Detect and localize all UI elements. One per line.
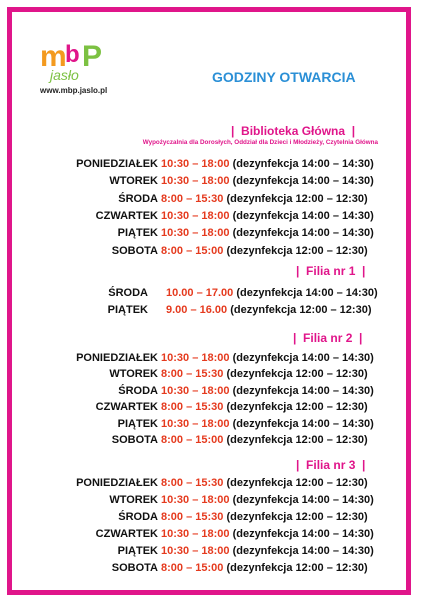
hours-group [161, 193, 368, 205]
page-title: GODZINY OTWARCIA [212, 69, 356, 85]
schedule-row [0, 418, 400, 434]
hours-group [166, 304, 371, 316]
hours-group [161, 528, 374, 540]
day-label: CZWARTEK [95, 401, 158, 413]
opening-hours: 10.00 – 17.00 [166, 287, 234, 299]
disinfection-note: (dezynfekcja 12:00 – 12:30) [226, 562, 368, 574]
opening-hours: 8:00 – 15:30 [161, 477, 224, 489]
opening-hours: 8:00 – 15:30 [161, 401, 224, 413]
schedule-row [0, 304, 400, 320]
hours-group [161, 245, 368, 257]
day-label: CZWARTEK [95, 210, 158, 222]
disinfection-note: (dezynfekcja 12:00 – 12:30) [226, 193, 368, 205]
schedule-row [0, 210, 400, 226]
schedule-row [0, 368, 400, 384]
schedule-row [0, 352, 400, 368]
opening-hours: 8:00 – 15:30 [161, 193, 224, 205]
disinfection-note: (dezynfekcja 14:00 – 14:30) [232, 158, 374, 170]
svg-text:jasło: jasło [50, 67, 79, 83]
day-label: SOBOTA [111, 434, 158, 446]
section-heading: | Filia nr 1 | [296, 264, 366, 278]
hours-group [161, 545, 374, 557]
schedule-row [0, 193, 400, 209]
opening-hours: 10:30 – 18:00 [161, 418, 230, 430]
schedule-row [0, 245, 400, 261]
disinfection-note: (dezynfekcja 14:00 – 14:30) [232, 352, 374, 364]
disinfection-note: (dezynfekcja 12:00 – 12:30) [226, 245, 368, 257]
section-heading: | Filia nr 3 | [296, 458, 366, 472]
day-label: SOBOTA [111, 245, 158, 257]
schedule-row [0, 227, 400, 243]
disinfection-note: (dezynfekcja 12:00 – 12:30) [226, 368, 368, 380]
disinfection-note: (dezynfekcja 14:00 – 14:30) [232, 210, 374, 222]
section-heading: | Biblioteka Główna | [231, 124, 356, 138]
day-label: PONIEDZIAŁEK [76, 477, 158, 489]
disinfection-note: (dezynfekcja 14:00 – 14:30) [232, 545, 374, 557]
schedule-row [0, 477, 400, 493]
hours-group [161, 158, 374, 170]
hours-group [161, 562, 368, 574]
day-label: PONIEDZIAŁEK [76, 158, 158, 170]
opening-hours: 10:30 – 18:00 [161, 545, 230, 557]
schedule-row [0, 175, 400, 191]
day-label: PIĄTEK [117, 418, 158, 430]
opening-hours: 10:30 – 18:00 [161, 385, 230, 397]
hours-group [161, 227, 374, 239]
disinfection-note: (dezynfekcja 14:00 – 14:30) [232, 175, 374, 187]
opening-hours: 8:00 – 15:30 [161, 368, 224, 380]
day-label: CZWARTEK [95, 528, 158, 540]
disinfection-note: (dezynfekcja 12:00 – 12:30) [230, 304, 372, 316]
day-label: SOBOTA [111, 562, 158, 574]
opening-hours: 10:30 – 18:00 [161, 352, 230, 364]
section-subheading: Wypożyczalnia dla Dorosłych, Oddział dla Dzieci i Młodzieży, Czytelnia Główna [142, 139, 378, 146]
day-label: PIĄTEK [117, 227, 158, 239]
schedule-row [0, 528, 400, 544]
hours-group [161, 352, 374, 364]
schedule-row [0, 385, 400, 401]
day-label: WTOREK [109, 368, 158, 380]
hours-group [161, 477, 368, 489]
day-label: WTOREK [109, 175, 158, 187]
hours-group [161, 401, 368, 413]
opening-hours: 10:30 – 18:00 [161, 227, 230, 239]
hours-group [161, 434, 368, 446]
hours-group [161, 368, 368, 380]
schedule-row [0, 562, 400, 578]
svg-text:P: P [82, 40, 103, 73]
opening-hours: 8:00 – 15:30 [161, 511, 224, 523]
day-label: ŚRODA [118, 511, 158, 523]
schedule-row [0, 158, 400, 174]
opening-hours: 10:30 – 18:00 [161, 175, 230, 187]
disinfection-note: (dezynfekcja 14:00 – 14:30) [232, 385, 374, 397]
schedule-row [0, 511, 400, 527]
hours-group [161, 175, 374, 187]
opening-hours: 10:30 – 18:00 [161, 528, 230, 540]
disinfection-note: (dezynfekcja 14:00 – 14:30) [236, 287, 378, 299]
opening-hours: 8:00 – 15:00 [161, 562, 224, 574]
opening-hours: 8:00 – 15:00 [161, 245, 224, 257]
schedule-row [0, 494, 400, 510]
schedule-row [0, 434, 400, 450]
svg-text:m: m [40, 40, 67, 73]
website-url[interactable]: www.mbp.jaslo.pl [40, 86, 108, 95]
hours-group [161, 494, 374, 506]
svg-text:b: b [65, 41, 80, 68]
disinfection-note: (dezynfekcja 12:00 – 12:30) [226, 401, 368, 413]
disinfection-note: (dezynfekcja 14:00 – 14:30) [232, 494, 374, 506]
opening-hours: 9.00 – 16.00 [166, 304, 228, 316]
opening-hours: 8:00 – 15:00 [161, 434, 224, 446]
opening-hours: 10:30 – 18:00 [161, 494, 230, 506]
disinfection-note: (dezynfekcja 14:00 – 14:30) [232, 528, 374, 540]
day-label: WTOREK [109, 494, 158, 506]
day-label: ŚRODA [108, 287, 148, 299]
schedule-row [0, 545, 400, 561]
hours-group [161, 210, 374, 222]
schedule-row [0, 287, 400, 303]
opening-hours: 10:30 – 18:00 [161, 158, 230, 170]
disinfection-note: (dezynfekcja 12:00 – 12:30) [226, 511, 368, 523]
disinfection-note: (dezynfekcja 12:00 – 12:30) [226, 477, 368, 489]
hours-group [166, 287, 378, 299]
disinfection-note: (dezynfekcja 12:00 – 12:30) [226, 434, 368, 446]
disinfection-note: (dezynfekcja 14:00 – 14:30) [232, 227, 374, 239]
day-label: PIĄTEK [107, 304, 148, 316]
disinfection-note: (dezynfekcja 14:00 – 14:30) [232, 418, 374, 430]
hours-group [161, 511, 368, 523]
day-label: ŚRODA [118, 385, 158, 397]
hours-group [161, 385, 374, 397]
day-label: ŚRODA [118, 193, 158, 205]
day-label: PONIEDZIAŁEK [76, 352, 158, 364]
section-heading: | Filia nr 2 | [293, 331, 363, 345]
day-label: PIĄTEK [117, 545, 158, 557]
opening-hours: 10:30 – 18:00 [161, 210, 230, 222]
hours-group [161, 418, 374, 430]
schedule-row [0, 401, 400, 417]
